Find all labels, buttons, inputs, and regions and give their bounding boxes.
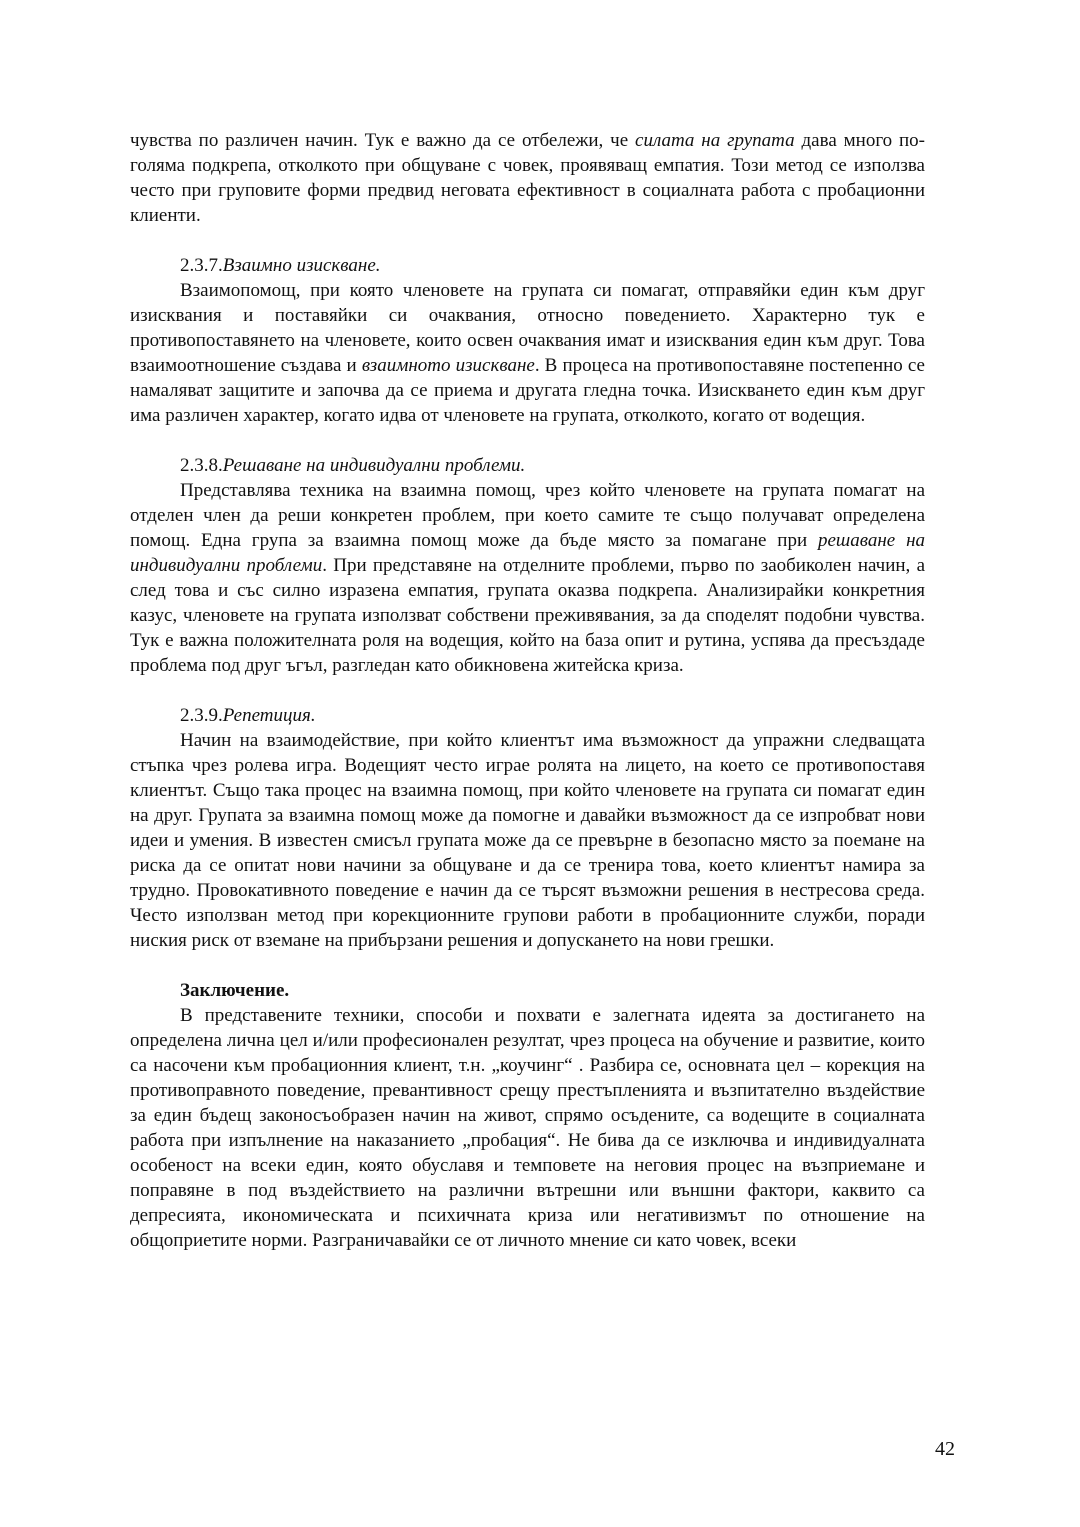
emphasis-mutual-demand: взаимното изискване — [361, 355, 535, 376]
section-heading-2-3-8: 2.3.8.Решаване на индивидуални проблеми. — [180, 455, 526, 476]
emphasis-solving-problems: решаване на индивидуални проблеми — [130, 530, 925, 576]
section-paragraph-2-3-9: Начин на взаимодействие, при който клиентът има възможност да упражни следващата стъпка чрез ролева игра. Водещият често играе ролята на лицето, на което се противопоставя клиентът. Също така процес на взаимна помощ, при който членовете на групата си помагат един на друг. Групата за взаимна помощ може да помогне и давайки възможност да се изпробват нови идеи и умения. В известен смисъл групата може да се превърне в безопасно място за поемане на риска да се опитат нови начини за общуване и да се тренира това, което клиентът намира за трудно. Провокативното поведение е начин да се търсят възможни решения в нестресова среда. Често използван метод при корекционните групови работи в пробационните служби, поради ниския риск от вземане на прибързани решения и допускането на нови грешки. — [130, 730, 925, 951]
conclusion-heading: Заключение. — [180, 980, 290, 1001]
document-page — [130, 128, 925, 1253]
section-heading-2-3-7: 2.3.7.Взаимно изискване. — [180, 255, 381, 276]
emphasis-group-strength: силата на групата — [635, 130, 795, 151]
section-heading-2-3-9: 2.3.9.Репетиция. — [180, 705, 316, 726]
intro-paragraph: чувства по различен начин. Тук е важно да се отбележи, че силата на групата дава много по-голяма подкрепа, отколкото при общуване с човек, проявяващ емпатия. Този метод се използва често при груповите форми предвид неговата ефективност в социалната работа с пробационни клиенти. — [130, 130, 925, 226]
section-paragraph-2-3-7: Взаимопомощ, при която членовете на групата си помагат, отправяйки един към друг изисквания и поставяйки си очаквания, относно поведението. Характерно тук е противопоставянето на членовете, които освен очаквания имат и изисквания един към друг. Това взаимоотношение създава и взаимното изискване. В процеса на противопоставяне постепенно се намаляват защитите и започва да се приема и другата гледна точка. Изискването един към друг има различен характер, когато идва от членовете на групата, отколкото, когато от водещия. — [130, 280, 925, 426]
section-paragraph-2-3-8: Представлява техника на взаимна помощ, чрез който членовете на групата помагат на отделен член да реши конкретен проблем, при което самите те също получават определена помощ. Една група за взаимна помощ може да бъде място за помагане при решаване на индивидуални проблеми. При представяне на отделните проблеми, първо по заобиколен начин, а след това и със силно изразена емпатия, групата оказва подкрепа. Анализирайки конкретния казус, членовете на групата използват собствени преживявания, за да споделят подобни чувства. Тук е важна положителната роля на водещия, който на база опит и рутина, успява да пресъздаде проблема под друг ъгъл, разгледан като обикновена житейска криза. — [130, 480, 926, 676]
conclusion-paragraph: В представените техники, способи и похвати е залегната идеята за достигането на определена лична цел и/или професионален резултат, чрез процеса на обучение и развитие, които са насочени към пробационния клиент, т.н. „коучинг“ . Разбира се, основната цел – корекция на противоправното поведение, превантивност срещу престъпленията и възпитателно въздействие за един бъдещ законосъобразен начин на живот, спрямо осъдените, са водещите в социалната работа при изпълнение на наказанието „пробация“. Не бива да се изключва и индивидуалната особеност на всеки един, която обуславя и темповете на неговия процес на възприемане и поправяне в под въздействието на различни вътрешни или външни фактори, каквито са депресията, икономическата и психичната криза или негативизмът по отношение на общоприетите норми. Разграничавайки се от личното мнение си като човек, всеки — [130, 1005, 925, 1251]
page-number: 42 — [935, 1438, 955, 1460]
